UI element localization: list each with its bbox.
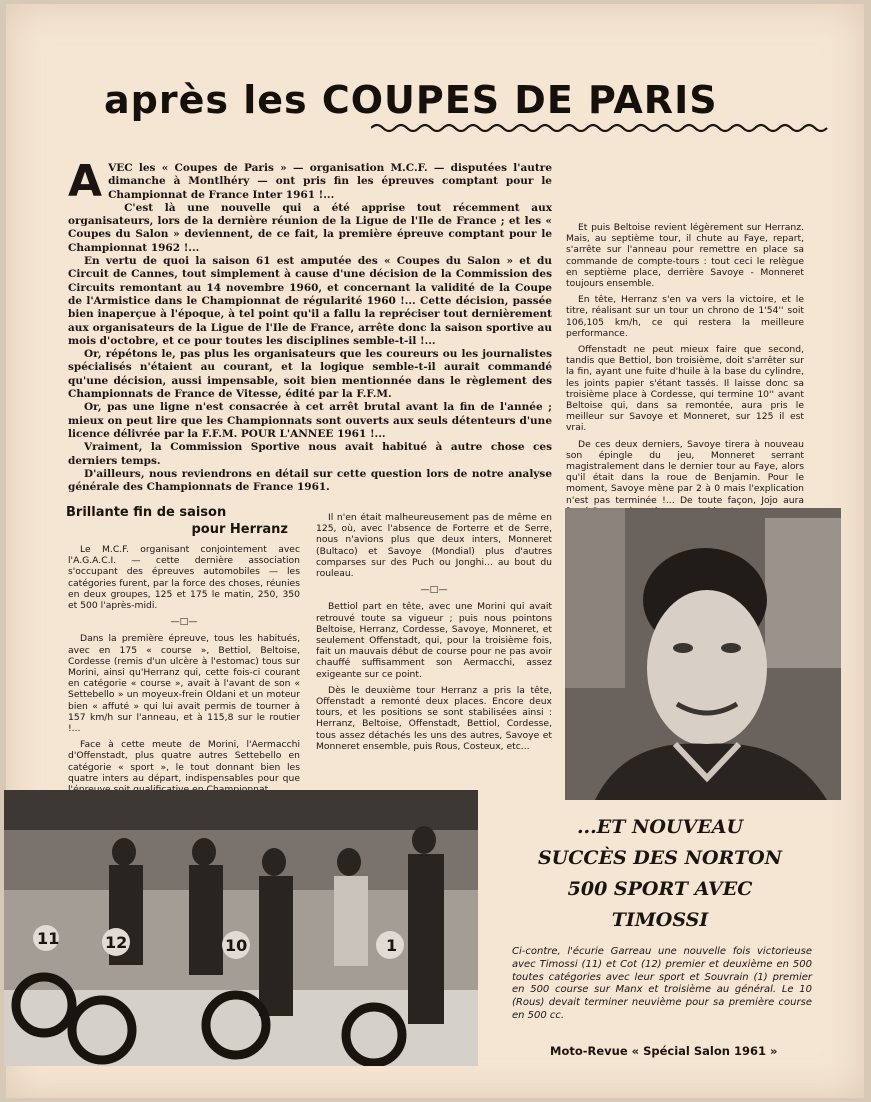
subhead-line: pour Herranz [191, 522, 288, 537]
rider-portrait-photo [565, 508, 841, 800]
caption-headline-line: SUCCÈS DES NORTON [537, 847, 783, 869]
body-paragraph: Dès le deuxième tour Herranz a pris la tête, Offenstadt a remonté deux places. Encore deux tours, et les positions se sont stabilisées ainsi : Herranz, Beltoise, Offenstadt, Bettiol, Cordesse, tous assez détachés les uns des autres, Savoye et Monneret ensemble, puis Rous, Costeux, etc... [316, 684, 552, 752]
team-motorcycles-photo [4, 790, 478, 1066]
title-wave-rule [371, 122, 829, 134]
body-paragraph: En tête, Herranz s'en va vers la victoire, et le titre, réalisant sur un tour un chrono de 1'54'' soit 106,105 km/h, ce qui restera la meilleure performance. [566, 294, 804, 339]
intro-paragraph: VEC les « Coupes de Paris » — organisation M.C.F. — disputées l'autre dimanche à Montlhéry — ont pris fin les épreuves comptant pour le Championnat de France Inter 1961 !... [108, 162, 552, 201]
drop-cap: A [68, 156, 103, 207]
intro-paragraph: Vraiment, la Commission Sportive nous avait habitué à autre chose ces derniers temps. [68, 441, 552, 467]
intro-paragraph: C'est là une nouvelle qui a été apprise tout récemment aux organisateurs, lors de la dernière réunion de la Ligue de l'Ile de France ; et les « Coupes du Salon » deviennent, de ce fait, la première épreuve comptant pour le Championnat 1962 !... [68, 201, 552, 254]
photo-caption: Ci-contre, l'écurie Garreau une nouvelle fois victorieuse avec Timossi (11) et Cot (12) premier et deuxième en 500 toutes catégories avec leur sport et Souvrain (1) premier en 500 course sur Manx et troisième au général. Le 10 (Rous) devait terminer neuvième pour sa première course en 500 cc. [512, 946, 812, 1021]
section-subhead [66, 504, 296, 538]
intro-paragraph: En vertu de quoi la saison 61 est amputée des « Coupes du Salon » et du Circuit de Cannes, tout simplement à cause d'une décision de la Commission des Circuits remontant au 14 novembre 1960, et concernant la validité de la Coupe de l'Armistice dans le Championnat de régularité 1960 !... Cette décision, passée bien inaperçue à l'époque, à tel point qu'il a fallu la repréciser tout dernièrement aux organisateurs de la Ligue de l'Ile de France, arrête donc la saison sportive au mois d'octobre, et ce pour toutes les disciplines semble-t-il !... [68, 255, 552, 347]
subhead-line: Brillante fin de saison [66, 505, 227, 520]
intro-paragraph: Or, pas une ligne n'est consacrée à cet arrêt brutal avant la fin de l'année ; mieux on peut lire que les Championnats sont ouverts aux seuls détenteurs d'une licence délivrée par la F.F.M. POUR L'ANNEE 1961 !... [68, 401, 552, 440]
magazine-page [6, 4, 864, 1098]
page-footer: Moto-Revue « Spécial Salon 1961 » [550, 1044, 778, 1058]
body-paragraph: De ces deux derniers, Savoye tirera à nouveau son épingle du jeu, Monneret serrant magistralement dans le dernier tour au Faye, alors qu'il était dans la roue de Benjamin. Pour le moment, Savoye mène par 2 à 0 mais l'explication n'est pas terminée !... De toute façon, Jojo aura [566, 438, 804, 506]
column-middle [316, 512, 552, 757]
bike-number: 11 [37, 929, 60, 948]
article-intro [68, 156, 552, 494]
caption-headline-line: TIMOSSI [611, 909, 709, 931]
body-paragraph: Face à cette meute de Morini, l'Aermacchi d'Offenstadt, plus quatre autres Settebello en catégorie « sport », le tout donnant bien les quatre inters au départ, indispensables pour que [68, 739, 300, 784]
separator: —□— [170, 616, 198, 628]
bike-number: 10 [225, 936, 248, 955]
body-paragraph: Il n'en était malheureusement pas de même en 125, où, avec l'absence de Forterre et de Serre, nous n'avions plus que deux inters, Monneret (Bultaco) et Savoye (Mondial) plus d'autres comparses sur des Puch ou Jonghi... au bout du rouleau. [316, 512, 552, 580]
column-left [68, 544, 300, 800]
intro-paragraph: Or, répétons le, pas plus les organisateurs que les coureurs ou les journalistes spécialisés n'étaient au courant, et la logique semble-t-il aurait commandé qu'une décision, aussi impensable, soit bien mentionnée dans le règlement des Championnats de France de Vitesse, édité par la F.F.M. [68, 348, 552, 401]
article-title: après les COUPES DE PARIS [104, 78, 718, 122]
caption-headline-line: 500 SPORT AVEC [567, 878, 753, 900]
body-paragraph: Le M.C.F. organisant conjointement avec l'A.G.A.C.I. — cette dernière association s'occupant des épreuves automobiles — les catégories furent, par la force des choses, réunies en deux groupes, 125 et 175 le matin, 250, 350 et 500 l'après-midi. [68, 544, 300, 612]
intro-paragraph: D'ailleurs, nous reviendrons en détail sur cette question lors de notre analyse générale des Championnats de France 1961. [68, 467, 552, 494]
body-paragraph: Bettiol part en tête, avec une Morini qui avait retrouvé toute sa vigueur ; puis nous pointons Beltoise, Herranz, Cordesse, Savoye, Monneret, et seulement Offenstadt, qui, pour la troisième fois, fait un mauvais début de course pour ne pas avoir chauffé suffisamment son Aermacchi, assez exigeante sur ce point. [316, 601, 552, 680]
body-paragraph: Offenstadt ne peut mieux faire que second, tandis que Bettiol, bon troisième, doit s'arrêter sur la fin, ayant une fuite d'huile à la base du cylindre, les joints papier s'étant tassés. Il laisse donc sa troisième place à Cordesse, qui termine 10'' avant Beltoise qui, dans sa remontée, aura pris le meilleur sur Savoye et Monneret, sur 125 il est vrai. [566, 344, 804, 434]
bike-number: 12 [105, 933, 128, 952]
column-right [566, 222, 804, 522]
body-paragraph: Dans la première épreuve, tous les habitués, avec en 175 « course », Bettiol, Beltoise, Cordesse (remis d'un ulcère à l'estomac) tous sur Morini, ainsi qu'Herranz qui, cette fois-ci courant en catégorie « course », avait à l'avant de son « Settebello » un moyeux-frein Oldani et un moteur bien « affuté » qui lui avait permis de tourner à 157 km/h sur l'anneau, et à 115,8 sur le routier !... [68, 633, 300, 735]
body-paragraph: Et puis Beltoise revient légèrement sur Herranz. Mais, au septième tour, il chute au Faye, repart, s'arrête sur l'anneau pour remettre en place sa commande de compte-tours : tout ceci le relègue en septième place, derrière Savoye - Monneret toujours ensemble. [566, 222, 804, 290]
bike-number: 1 [386, 936, 398, 955]
caption-headline [512, 812, 808, 936]
caption-headline-line: ...ET NOUVEAU [576, 816, 744, 838]
separator: —□— [420, 584, 448, 596]
